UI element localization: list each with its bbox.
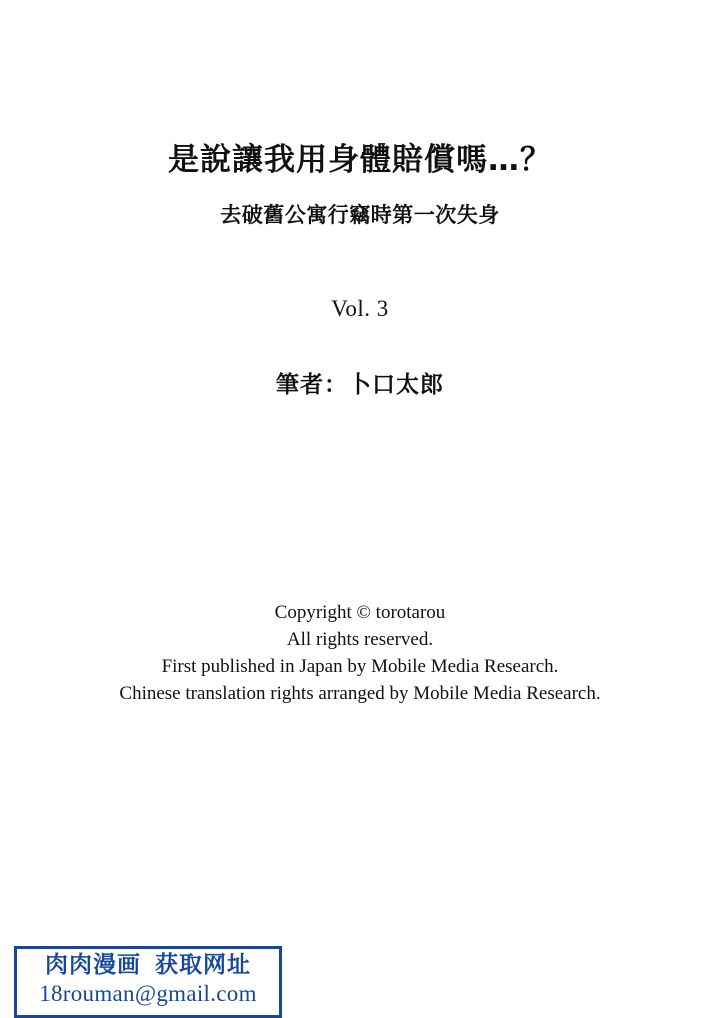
author-label: 筆者：卜口太郎 — [276, 371, 444, 398]
copyright-line-2: All rights reserved. — [286, 628, 434, 650]
title-block — [0, 140, 720, 399]
watermark-email: 18rouman@gmail.com — [39, 981, 257, 1007]
page-subtitle: 去破舊公寓行竊時第一次失身 — [220, 203, 500, 228]
page-title: 是說讓我用身體賠償嗎…？ — [168, 142, 552, 178]
watermark-site-name: 肉肉漫画 — [45, 952, 141, 978]
watermark-banner — [14, 946, 282, 1018]
volume-label: Vol. 3 — [331, 295, 389, 321]
watermark-action-label: 获取网址 — [155, 952, 251, 978]
copyright-line-1: Copyright © torotarou — [274, 602, 446, 623]
copyright-line-4: Chinese translation rights arranged by Mobile Media Research. — [119, 682, 601, 704]
copyright-line-3: First published in Japan by Mobile Media Research. — [161, 655, 559, 677]
watermark-top-row — [45, 953, 251, 978]
copyright-block — [0, 600, 720, 708]
